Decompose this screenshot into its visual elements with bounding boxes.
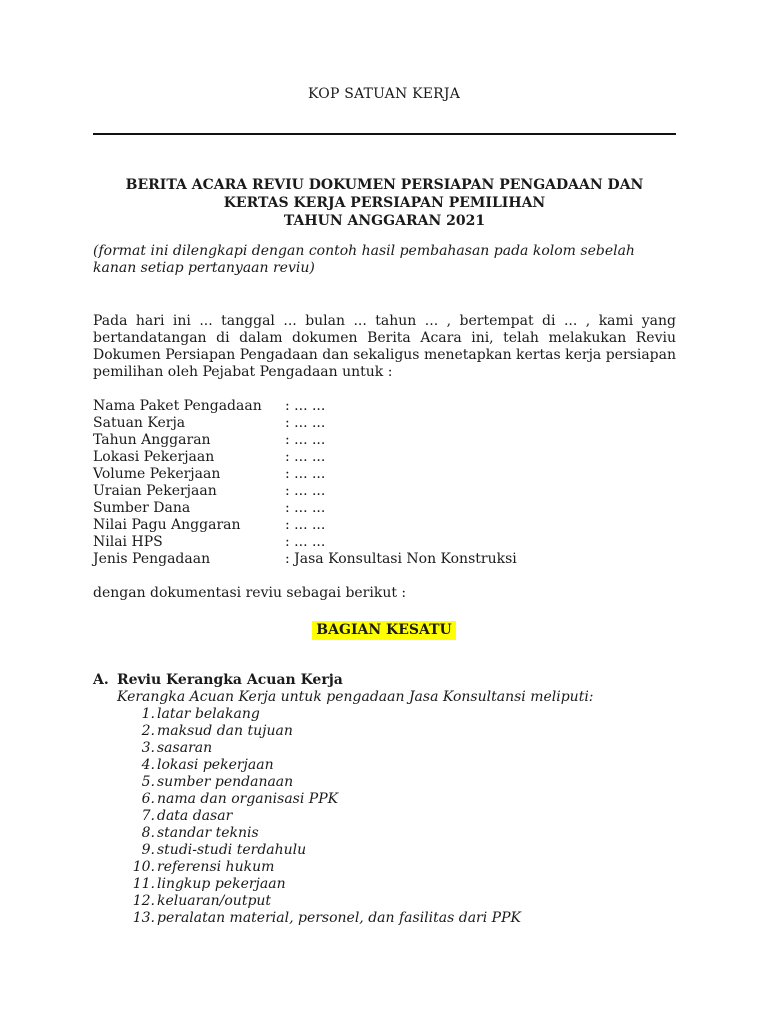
field-label: Nilai Pagu Anggaran	[93, 517, 241, 533]
list-number: 8.	[141, 825, 155, 841]
list-text: data dasar	[157, 808, 233, 824]
field-row	[93, 449, 676, 466]
field-value: : ... ...	[285, 517, 326, 533]
field-label: Jenis Pengadaan	[93, 551, 211, 567]
format-note	[93, 243, 676, 277]
section-label-highlighted: BAGIAN KESATU	[312, 621, 455, 640]
part-a-heading	[93, 672, 693, 689]
field-label: Nilai HPS	[93, 534, 163, 550]
section-heading	[0, 621, 768, 640]
field-value: : ... ...	[285, 483, 326, 499]
list-item	[117, 757, 697, 774]
field-label: Nama Paket Pengadaan	[93, 398, 262, 414]
field-value: : Jasa Konsultasi Non Konstruksi	[285, 551, 517, 567]
list-item	[117, 791, 697, 808]
field-row	[93, 500, 676, 517]
opening-paragraph: Pada hari ini ... tanggal ... bulan ... tahun ... , bertempat di ... , kami yang bertandatangan di dalam dokumen Berita Acara ini, telah melakukan Reviu Dokumen Persiapan Pengadaan dan sekaligus menetapkan kertas kerja persiapan pemilihan oleh Pejabat Pengadaan untuk :	[93, 313, 676, 380]
field-row	[93, 415, 676, 432]
field-value: : ... ...	[285, 449, 326, 465]
part-a-title: Reviu Kerangka Acuan Kerja	[117, 672, 343, 688]
closing-sentence: dengan dokumentasi reviu sebagai berikut :	[93, 585, 407, 601]
field-label: Sumber Dana	[93, 500, 191, 516]
list-item	[117, 825, 697, 842]
list-number: 7.	[141, 808, 155, 824]
list-number: 6.	[141, 791, 155, 807]
list-item	[117, 876, 697, 893]
field-row	[93, 517, 676, 534]
title-line-1: BERITA ACARA REVIU DOKUMEN PERSIAPAN PENGADAAN DAN	[125, 177, 644, 193]
list-text: sumber pendanaan	[157, 774, 294, 790]
list-text: maksud dan tujuan	[157, 723, 293, 739]
list-text: sasaran	[157, 740, 213, 756]
field-label: Satuan Kerja	[93, 415, 186, 431]
title-line-2: KERTAS KERJA PERSIAPAN PEMILIHAN	[223, 195, 546, 211]
list-number: 12.	[132, 893, 155, 909]
list-item	[117, 774, 697, 791]
list-number: 11.	[132, 876, 155, 892]
list-item	[117, 842, 697, 859]
list-text: lokasi pekerjaan	[157, 757, 274, 773]
list-text: peralatan material, personel, dan fasilitas dari PPK	[157, 910, 521, 926]
list-number: 10.	[132, 859, 155, 875]
note-line-1: (format ini dilengkapi dengan contoh hasil pembahasan pada kolom sebelah	[93, 243, 635, 259]
list-item	[117, 859, 697, 876]
field-value: : ... ...	[285, 500, 326, 516]
field-row	[93, 534, 676, 551]
field-value: : ... ...	[285, 415, 326, 431]
field-value: : ... ...	[285, 466, 326, 482]
list-number: 4.	[141, 757, 155, 773]
list-item	[117, 740, 697, 757]
list-text: studi-studi terdahulu	[157, 842, 307, 858]
field-row	[93, 551, 676, 568]
list-text: latar belakang	[157, 706, 260, 722]
package-fields	[93, 398, 676, 568]
field-label: Uraian Pekerjaan	[93, 483, 217, 499]
list-item	[117, 893, 697, 910]
list-item	[117, 808, 697, 825]
field-value: : ... ...	[285, 432, 326, 448]
field-label: Tahun Anggaran	[93, 432, 211, 448]
title-line-3: TAHUN ANGGARAN 2021	[283, 213, 486, 229]
list-text: standar teknis	[157, 825, 259, 841]
field-value: : ... ...	[285, 534, 326, 550]
field-row	[93, 398, 676, 415]
part-a-letter: A.	[93, 672, 109, 688]
document-title	[93, 176, 676, 230]
list-text: referensi hukum	[157, 859, 275, 875]
list-text: lingkup pekerjaan	[157, 876, 286, 892]
letterhead-divider	[93, 133, 676, 135]
note-line-2: kanan setiap pertanyaan reviu)	[93, 260, 315, 276]
list-text: keluaran/output	[157, 893, 272, 909]
list-number: 5.	[141, 774, 155, 790]
list-number: 3.	[141, 740, 155, 756]
part-a-intro: Kerangka Acuan Kerja untuk pengadaan Jasa Konsultansi meliputi:	[117, 689, 594, 705]
field-label: Volume Pekerjaan	[93, 466, 221, 482]
list-number: 1.	[141, 706, 155, 722]
list-number: 9.	[141, 842, 155, 858]
list-text: nama dan organisasi PPK	[157, 791, 339, 807]
field-row	[93, 466, 676, 483]
field-row	[93, 432, 676, 449]
field-row	[93, 483, 676, 500]
list-number: 13.	[132, 910, 155, 926]
list-item	[117, 910, 697, 927]
list-number: 2.	[141, 723, 155, 739]
field-value: : ... ...	[285, 398, 326, 414]
list-item	[117, 723, 697, 740]
tor-items-list	[117, 706, 697, 927]
letterhead-placeholder: KOP SATUAN KERJA	[307, 86, 461, 102]
list-item	[117, 706, 697, 723]
field-label: Lokasi Pekerjaan	[93, 449, 215, 465]
